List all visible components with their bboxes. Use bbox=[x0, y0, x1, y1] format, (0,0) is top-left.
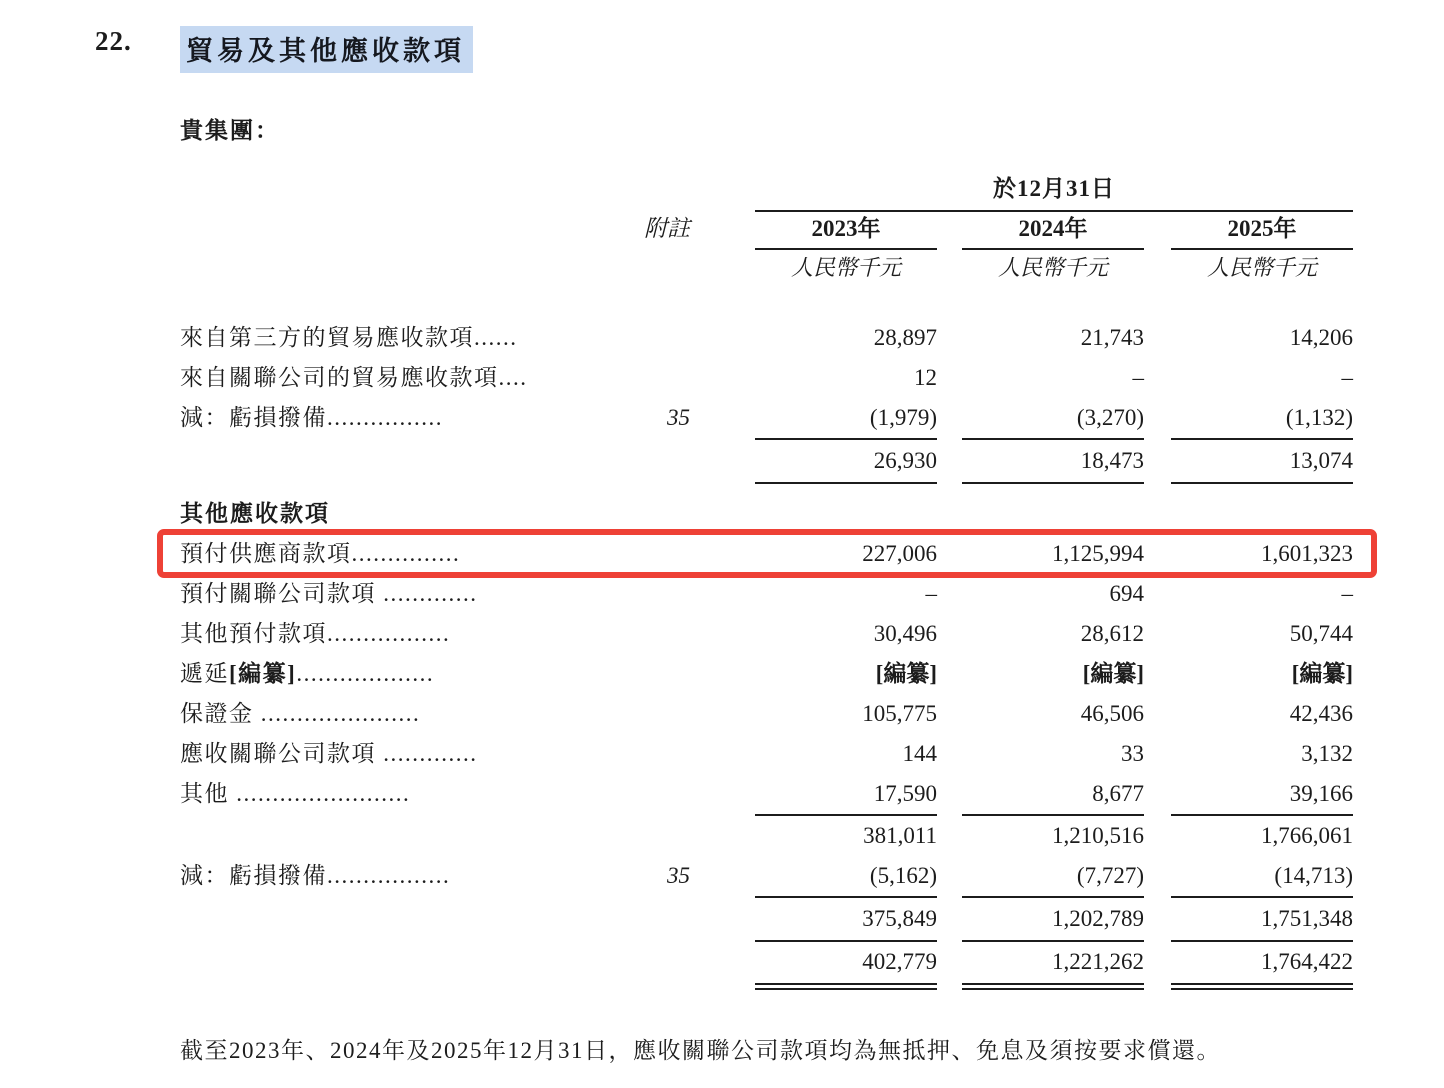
row-note: 35 bbox=[667, 863, 690, 888]
row-label: 遞延[編纂]................... bbox=[180, 661, 435, 686]
subtotal-value: 375,849 bbox=[755, 896, 937, 942]
row-value: (1,132) bbox=[1285, 405, 1353, 430]
row-label: 減：虧損撥備................ bbox=[180, 405, 443, 430]
table-row bbox=[180, 774, 1356, 814]
section-number: 22. bbox=[95, 26, 132, 56]
row-value: 39,166 bbox=[1289, 781, 1353, 806]
row-value: 105,775 bbox=[862, 701, 937, 726]
row-value: 17,590 bbox=[873, 781, 937, 806]
row-value: 21,743 bbox=[1080, 325, 1144, 350]
row-label: 來自關聯公司的貿易應收款項.... bbox=[180, 365, 528, 390]
row-value: (5,162) bbox=[869, 863, 937, 888]
row-value: 144 bbox=[902, 741, 937, 766]
table-row bbox=[180, 734, 1356, 774]
section-heading bbox=[95, 26, 473, 73]
section-title: 貿易及其他應收款項 bbox=[180, 26, 473, 73]
receivables-table bbox=[180, 170, 1356, 990]
subtotal-value: 18,473 bbox=[962, 438, 1144, 484]
total-value: 402,779 bbox=[755, 942, 937, 990]
note-column-header: 附註 bbox=[644, 216, 690, 241]
table-row bbox=[180, 614, 1356, 654]
row-note: 35 bbox=[667, 405, 690, 430]
row-label: 其他預付款項................. bbox=[180, 621, 451, 646]
table-year-header-row bbox=[180, 212, 1356, 250]
row-label: 來自第三方的貿易應收款項...... bbox=[180, 325, 518, 350]
row-label: 減：虧損撥備................. bbox=[180, 863, 451, 888]
row-label: 預付關聯公司款項 ............. bbox=[180, 581, 478, 606]
subtotal-value: 26,930 bbox=[755, 438, 937, 484]
subsection-header-row bbox=[180, 494, 1356, 534]
year-header-2025: 2025年 bbox=[1171, 212, 1353, 250]
row-label: 應收關聯公司款項 ............. bbox=[180, 741, 478, 766]
row-note bbox=[610, 358, 690, 398]
table-row bbox=[180, 856, 1356, 896]
row-note bbox=[610, 734, 690, 774]
row-value-redacted: [編纂] bbox=[875, 661, 937, 686]
total-value: 1,764,422 bbox=[1171, 942, 1353, 990]
row-value: 50,744 bbox=[1289, 621, 1353, 646]
subtotal-value: 1,210,516 bbox=[962, 814, 1144, 856]
row-value: 30,496 bbox=[873, 621, 937, 646]
subtotal-row bbox=[180, 438, 1356, 484]
row-note bbox=[610, 614, 690, 654]
row-note bbox=[610, 694, 690, 734]
row-value: 33 bbox=[1121, 741, 1144, 766]
table-row bbox=[180, 358, 1356, 398]
subtotal-value: 1,202,789 bbox=[962, 896, 1144, 942]
row-value-redacted: [編纂] bbox=[1082, 661, 1144, 686]
row-value: 28,612 bbox=[1080, 621, 1144, 646]
table-row bbox=[180, 398, 1356, 438]
table-date-header-row bbox=[180, 170, 1356, 212]
row-value: 42,436 bbox=[1289, 701, 1353, 726]
subsection-header: 其他應收款項 bbox=[180, 501, 330, 526]
unit-label: 人民幣千元 bbox=[1206, 255, 1317, 280]
row-value: (3,270) bbox=[1076, 405, 1144, 430]
table-row bbox=[180, 574, 1356, 614]
row-label: 預付供應商款項............... bbox=[180, 541, 461, 566]
year-header-2024: 2024年 bbox=[962, 212, 1144, 250]
subtotal-value: 1,766,061 bbox=[1171, 814, 1353, 856]
table-row-highlighted bbox=[180, 534, 1356, 574]
row-value: 227,006 bbox=[862, 541, 937, 566]
date-header: 於12月31日 bbox=[755, 170, 1353, 212]
row-value: – bbox=[1132, 365, 1144, 390]
row-value: 1,125,994 bbox=[1052, 541, 1144, 566]
subtotal-row bbox=[180, 814, 1356, 856]
unit-label: 人民幣千元 bbox=[790, 255, 901, 280]
row-value: 46,506 bbox=[1080, 701, 1144, 726]
row-label: 保證金 ...................... bbox=[180, 701, 421, 726]
row-value-redacted: [編纂] bbox=[1291, 661, 1353, 686]
row-value: – bbox=[925, 581, 937, 606]
table-row bbox=[180, 694, 1356, 734]
row-value: – bbox=[1341, 365, 1353, 390]
redacted-label: [編纂] bbox=[229, 661, 297, 686]
row-value: (14,713) bbox=[1274, 863, 1353, 888]
table-unit-row bbox=[180, 252, 1356, 284]
row-value: 8,677 bbox=[1092, 781, 1144, 806]
row-value: 694 bbox=[1109, 581, 1144, 606]
unit-label: 人民幣千元 bbox=[997, 255, 1108, 280]
footnote-text: 截至2023年、2024年及2025年12月31日，應收關聯公司款項均為無抵押、免息及須按要求償還。 bbox=[180, 1038, 1221, 1063]
subtotal-value: 381,011 bbox=[755, 814, 937, 856]
table-row bbox=[180, 318, 1356, 358]
row-note bbox=[610, 654, 690, 694]
subtotal-value: 13,074 bbox=[1171, 438, 1353, 484]
row-value: – bbox=[1341, 581, 1353, 606]
row-label: 其他 ........................ bbox=[180, 781, 411, 806]
row-value: (7,727) bbox=[1076, 863, 1144, 888]
row-value: (1,979) bbox=[869, 405, 937, 430]
row-value: 28,897 bbox=[873, 325, 937, 350]
table-row bbox=[180, 654, 1356, 694]
year-header-2023: 2023年 bbox=[755, 212, 937, 250]
row-note bbox=[610, 318, 690, 358]
row-value: 14,206 bbox=[1289, 325, 1353, 350]
row-note bbox=[610, 574, 690, 614]
subtotal-value: 1,751,348 bbox=[1171, 896, 1353, 942]
total-row bbox=[180, 942, 1356, 990]
row-note bbox=[610, 774, 690, 814]
row-value: 1,601,323 bbox=[1261, 541, 1353, 566]
total-value: 1,221,262 bbox=[962, 942, 1144, 990]
row-note bbox=[610, 534, 690, 574]
subtotal-row bbox=[180, 896, 1356, 942]
group-label: 貴集團： bbox=[180, 118, 280, 143]
row-value: 3,132 bbox=[1301, 741, 1353, 766]
row-value: 12 bbox=[914, 365, 937, 390]
